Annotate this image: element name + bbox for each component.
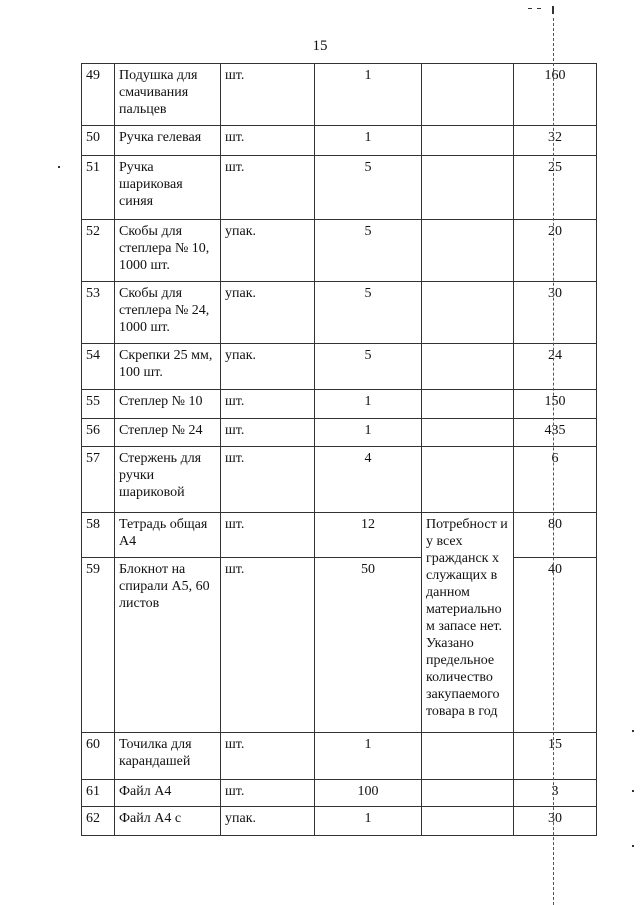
item-quantity: 50	[315, 558, 422, 733]
item-unit: шт.	[221, 733, 315, 780]
item-unit: упак.	[221, 344, 315, 390]
scan-artifact-mark	[632, 790, 634, 792]
item-name: Ручка гелевая	[115, 126, 221, 156]
table-row	[82, 156, 597, 220]
table-row	[82, 344, 597, 390]
page-number: 15	[312, 38, 328, 54]
item-price: 20	[514, 220, 597, 282]
row-number: 53	[82, 282, 115, 344]
item-price: 32	[514, 126, 597, 156]
merged-note: Потребност и у всех гражданск х служащих в данном материально м запасе нет. Указано предельное количество закупаемого товара в год	[422, 513, 514, 733]
item-price: 24	[514, 344, 597, 390]
item-unit: упак.	[221, 807, 315, 836]
item-name: Тетрадь общая А4	[115, 513, 221, 558]
item-note	[422, 390, 514, 419]
item-price: 40	[514, 558, 597, 733]
item-note	[422, 780, 514, 807]
scan-artifact-mark	[632, 845, 634, 847]
item-note	[422, 156, 514, 220]
table-row	[82, 419, 597, 447]
item-name: Ручка шариковая синяя	[115, 156, 221, 220]
item-name: Точилка для карандашей	[115, 733, 221, 780]
table-row	[82, 220, 597, 282]
item-unit: шт.	[221, 558, 315, 733]
row-number: 58	[82, 513, 115, 558]
item-quantity: 1	[315, 733, 422, 780]
item-name: Степлер № 24	[115, 419, 221, 447]
table-row	[82, 807, 597, 836]
item-note	[422, 419, 514, 447]
supply-table	[81, 63, 597, 836]
item-quantity: 1	[315, 64, 422, 126]
row-number: 60	[82, 733, 115, 780]
item-note	[422, 807, 514, 836]
item-price: 3	[514, 780, 597, 807]
row-number: 51	[82, 156, 115, 220]
item-price: 30	[514, 807, 597, 836]
item-quantity: 12	[315, 513, 422, 558]
item-note	[422, 64, 514, 126]
item-name: Скобы для степлера № 10, 1000 шт.	[115, 220, 221, 282]
item-quantity: 4	[315, 447, 422, 513]
item-unit: шт.	[221, 780, 315, 807]
item-price: 15	[514, 733, 597, 780]
row-number: 52	[82, 220, 115, 282]
item-name: Файл А4 с	[115, 807, 221, 836]
row-number: 54	[82, 344, 115, 390]
item-price: 6	[514, 447, 597, 513]
table-row	[82, 64, 597, 126]
item-quantity: 100	[315, 780, 422, 807]
item-note	[422, 447, 514, 513]
item-unit: шт.	[221, 390, 315, 419]
item-quantity: 5	[315, 344, 422, 390]
scan-artifact-mark	[632, 730, 634, 732]
item-note	[422, 733, 514, 780]
item-quantity: 1	[315, 390, 422, 419]
item-quantity: 5	[315, 156, 422, 220]
table-row	[82, 780, 597, 807]
item-quantity: 5	[315, 220, 422, 282]
item-name: Степлер № 10	[115, 390, 221, 419]
row-number: 57	[82, 447, 115, 513]
item-unit: шт.	[221, 447, 315, 513]
item-unit: упак.	[221, 282, 315, 344]
table-row	[82, 558, 597, 733]
item-unit: шт.	[221, 513, 315, 558]
item-unit: шт.	[221, 419, 315, 447]
scan-artifact-mark	[552, 6, 554, 14]
table-row	[82, 513, 597, 558]
item-quantity: 1	[315, 807, 422, 836]
item-note	[422, 126, 514, 156]
item-unit: шт.	[221, 156, 315, 220]
scan-artifact-line	[553, 18, 554, 905]
item-price: 25	[514, 156, 597, 220]
item-unit: упак.	[221, 220, 315, 282]
row-number: 56	[82, 419, 115, 447]
item-note	[422, 220, 514, 282]
scan-artifact-mark	[58, 166, 60, 168]
row-number: 55	[82, 390, 115, 419]
table-row	[82, 447, 597, 513]
item-quantity: 1	[315, 126, 422, 156]
item-quantity: 5	[315, 282, 422, 344]
item-note	[422, 282, 514, 344]
table-row	[82, 126, 597, 156]
scan-artifact-mark	[528, 8, 532, 9]
item-price: 435	[514, 419, 597, 447]
row-number: 50	[82, 126, 115, 156]
item-name: Стержень для ручки шариковой	[115, 447, 221, 513]
item-unit: шт.	[221, 64, 315, 126]
item-name: Скобы для степлера № 24, 1000 шт.	[115, 282, 221, 344]
item-price: 30	[514, 282, 597, 344]
item-name: Скрепки 25 мм, 100 шт.	[115, 344, 221, 390]
row-number: 62	[82, 807, 115, 836]
row-number: 49	[82, 64, 115, 126]
table-row	[82, 282, 597, 344]
row-number: 59	[82, 558, 115, 733]
item-price: 80	[514, 513, 597, 558]
item-name: Подушка для смачивания пальцев	[115, 64, 221, 126]
row-number: 61	[82, 780, 115, 807]
item-price: 150	[514, 390, 597, 419]
scan-artifact-mark	[537, 8, 541, 9]
table-row	[82, 733, 597, 780]
item-price: 160	[514, 64, 597, 126]
table-row	[82, 390, 597, 419]
item-quantity: 1	[315, 419, 422, 447]
item-note	[422, 344, 514, 390]
item-name: Блокнот на спирали А5, 60 листов	[115, 558, 221, 733]
item-unit: шт.	[221, 126, 315, 156]
item-name: Файл А4	[115, 780, 221, 807]
